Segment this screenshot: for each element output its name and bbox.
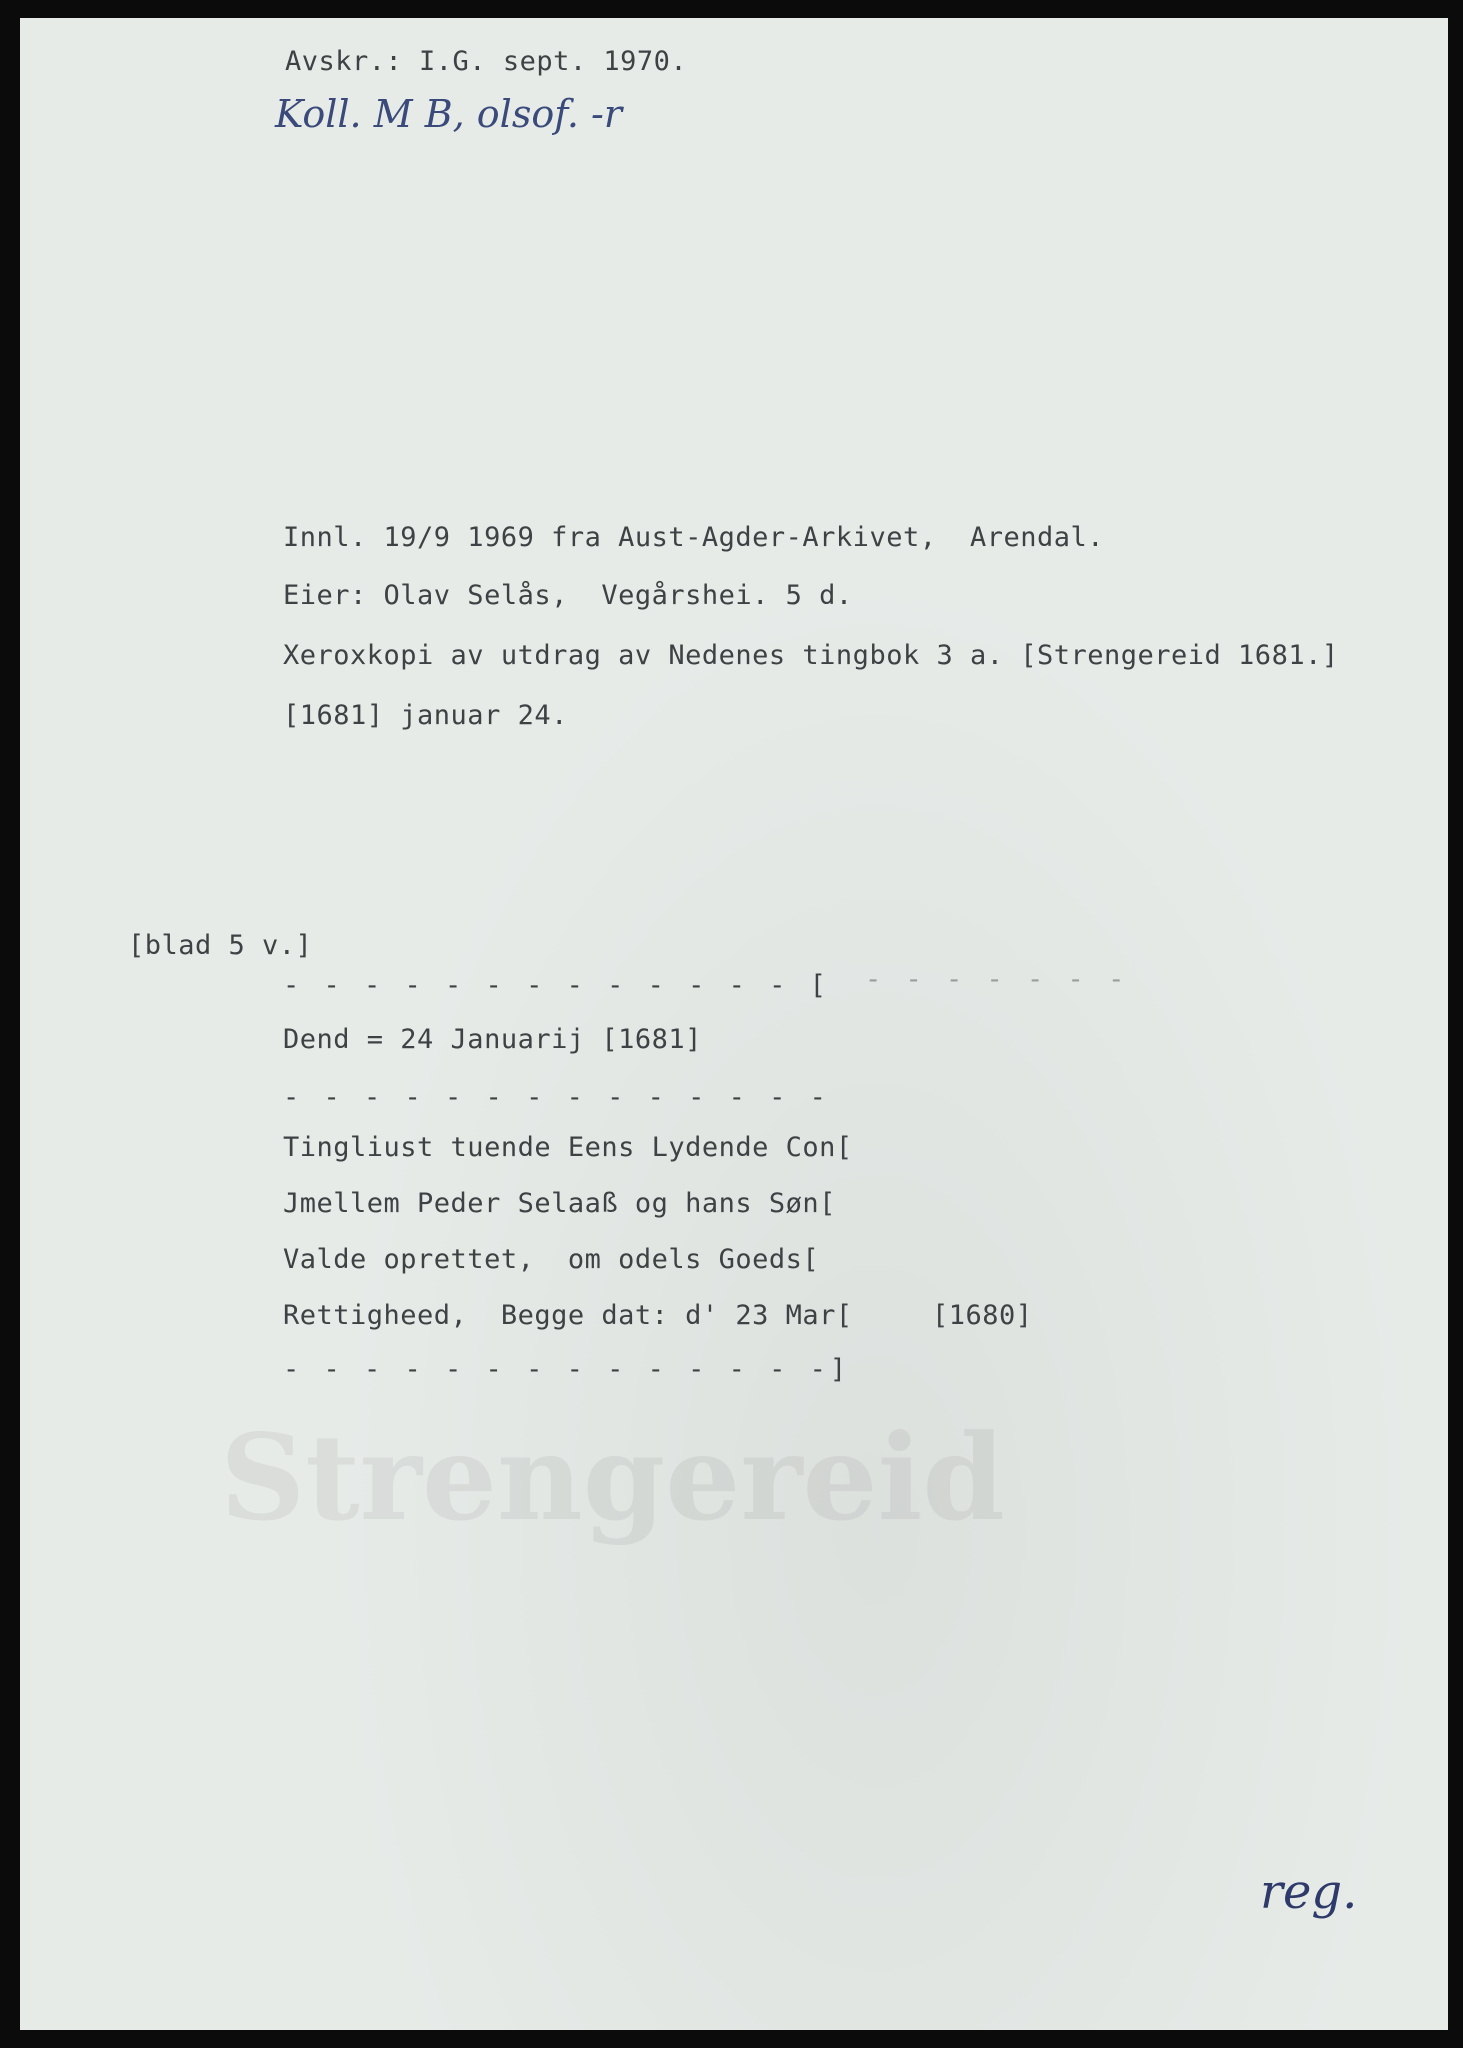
folio-marker: [blad 5 v.] xyxy=(128,930,313,961)
transcript-line-4-year: [1680] xyxy=(932,1300,1033,1331)
description-line: Xeroxkopi av utdrag av Nedenes tingbok 3 a. [Strengereid 1681.] xyxy=(283,640,1339,671)
transcript-line-3: Valde oprettet, om odels Goeds[ xyxy=(283,1244,820,1275)
handwritten-reg-mark: reg. xyxy=(1260,1864,1358,1920)
dash-rule-middle: - - - - - - - - - - - - - - xyxy=(283,1082,830,1113)
date-line: [1681] januar 24. xyxy=(283,700,568,731)
transcript-line-2: Jmellem Peder Selaaß og hans Søn[ xyxy=(283,1188,836,1219)
copy-note: Avskr.: I.G. sept. 1970. xyxy=(285,46,688,77)
transcript-line-4: Rettigheed, Begge dat: d' 23 Mar[ xyxy=(283,1300,853,1331)
dash-rule-top: - - - - - - - - - - - - - [ xyxy=(283,970,830,1001)
faint-dash-rule: - - - - - - - xyxy=(865,964,1129,995)
transcript-line-1: Tingliust tuende Eens Lydende Con[ xyxy=(283,1132,853,1163)
transcript-date: Dend = 24 Januarij [1681] xyxy=(283,1024,702,1055)
received-line: Innl. 19/9 1969 fra Aust-Agder-Arkivet, Arendal. xyxy=(283,522,1105,553)
dash-rule-bottom: - - - - - - - - - - - - - -] xyxy=(283,1354,851,1385)
document-page xyxy=(20,18,1448,2030)
handwritten-annotation: Koll. M B, olsof. -r xyxy=(275,92,623,136)
bleed-through-text: Strengereid xyxy=(220,1408,1005,1547)
owner-line: Eier: Olav Selås, Vegårshei. 5 d. xyxy=(283,580,853,611)
